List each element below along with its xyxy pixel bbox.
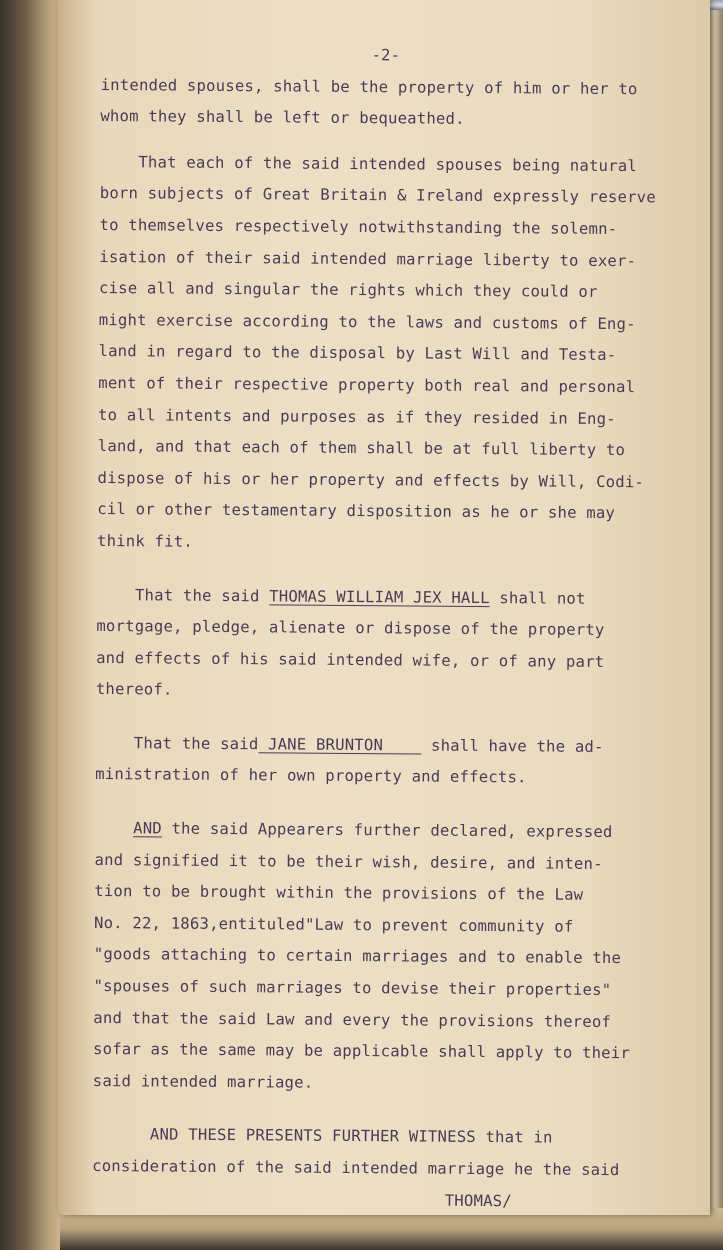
text-line: ment of their respective property both real and personal	[98, 373, 636, 397]
text-fragment: That the said	[95, 733, 259, 754]
text-line	[95, 728, 665, 764]
paragraph-2	[97, 147, 670, 562]
text-line: born subjects of Great Britain & Ireland expressly reserve	[99, 184, 656, 207]
text-line	[95, 813, 665, 849]
text-line: "goods attaching to certain marriages and to enable the	[93, 945, 622, 968]
paragraph-5	[93, 813, 665, 1102]
paragraph-1	[100, 70, 670, 138]
text-line: consideration of the said intended marriage he the said	[92, 1156, 620, 1180]
text-line: AND THESE PRESENTS FURTHER WITNESS that in	[92, 1125, 553, 1147]
text-line: might exercise according to the laws and customs of Eng-	[98, 310, 636, 333]
text-line: whom they shall be left or bequeathed.	[100, 107, 465, 129]
text-fragment: shall have the ad-	[421, 736, 604, 756]
paragraph-4	[95, 728, 665, 796]
and-keyword: AND	[133, 819, 162, 838]
paragraph-6	[92, 1119, 662, 1187]
text-fragment	[95, 819, 133, 837]
text-line: sofar as the same may be applicable shall apply to their	[92, 1040, 631, 1063]
text-line	[96, 579, 666, 615]
text-line: to themselves respectively notwithstanding the solemn-	[99, 215, 618, 239]
text-line: tion to be brought within the provisions of the Law	[94, 882, 584, 905]
catchword: THOMAS/	[444, 1191, 512, 1210]
text-line: said intended marriage.	[92, 1071, 314, 1092]
text-line: cil or other testamentary disposition as he or she may	[97, 500, 616, 523]
text-fragment: shall not	[489, 588, 586, 608]
text-line: intended spouses, shall be the property of him or her to	[100, 75, 638, 98]
text-line: mortgage, pledge, alienate or dispose of the property	[96, 617, 605, 640]
text-line: and signified it to be their wish, desire, and inten-	[94, 850, 603, 873]
text-line: ministration of her own property and effects.	[95, 765, 527, 787]
text-line: to all intents and purposes as if they resided in Eng-	[97, 405, 616, 428]
page-number: -2-	[371, 46, 401, 65]
text-fragment: the said Appearers further declared, expressed	[161, 819, 613, 842]
text-fragment: That the said	[96, 585, 270, 605]
text-line: thereof.	[95, 680, 173, 699]
husband-name: THOMAS WILLIAM JEX HALL	[269, 586, 490, 607]
book-binding	[0, 0, 60, 1250]
text-line: "spouses of such marriages to devise their properties"	[93, 977, 612, 1000]
text-line: land in regard to the disposal by Last Will and Testa-	[98, 342, 617, 365]
paragraph-3	[96, 579, 667, 710]
text-line: That each of the said intended spouses being natural	[99, 152, 638, 175]
text-line: think fit.	[96, 531, 194, 551]
text-line: No. 22, 1863,entituled"Law to prevent community of	[93, 913, 574, 936]
text-line: land, and that each of them shall be at full liberty to	[97, 437, 626, 460]
wife-name: JANE BRUNTON	[258, 735, 422, 755]
text-line: and effects of his said intended wife, or of any part	[96, 648, 605, 671]
text-line: cise all and singular the rights which they could or	[98, 279, 598, 302]
document-text	[92, 38, 671, 1219]
text-line: isation of their said intended marriage liberty to exer-	[99, 247, 637, 270]
text-line: and that the said Law and every the provisions thereof	[93, 1008, 612, 1031]
text-line: dispose of his or her property and effects by Will, Codi-	[97, 468, 645, 491]
